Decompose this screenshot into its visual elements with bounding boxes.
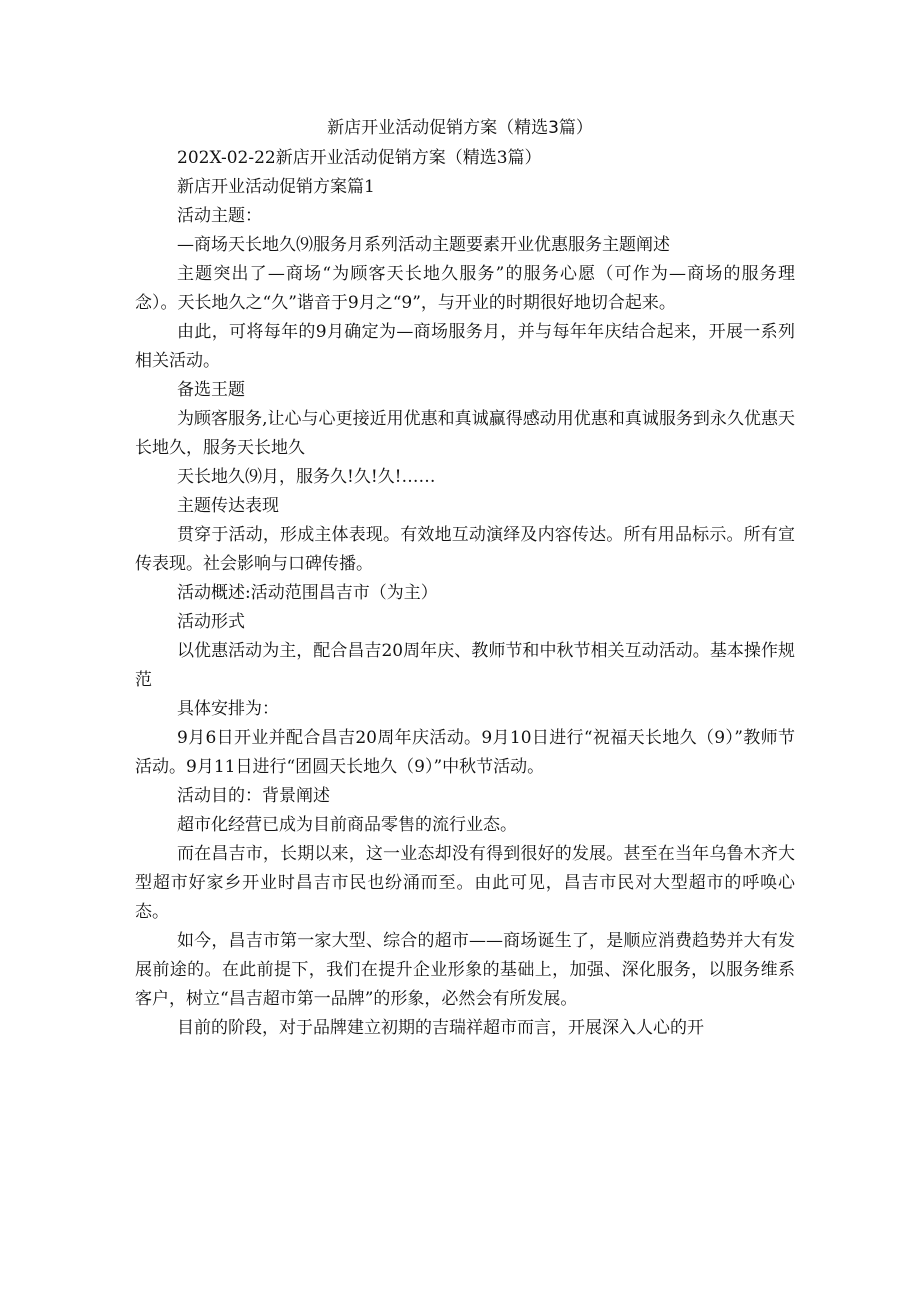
paragraph-slogan: 天长地久⑼月，服务久!久!久!…… <box>177 467 436 487</box>
paragraph-current-stage: 目前的阶段，对于品牌建立初期的吉瑞祥超市而言，开展深入人心的开 <box>177 1018 704 1038</box>
paragraph-purpose-label: 活动目的：背景阐述 <box>177 786 330 806</box>
paragraph-arrangement-label: 具体安排为： <box>177 699 279 719</box>
document-body <box>135 144 795 1043</box>
paragraph-arrangement: 9月6日开业并配合昌吉20周年庆活动。9月10日进行“祝福天长地久（9）”教师节活动。9月11日进行“团圆天长地久（9）”中秋节活动。 <box>135 728 795 777</box>
paragraph-theme-explanation: 主题突出了—商场“为顾客天长地久服务”的服务心愿（可作为—商场的服务理念）。天长地久之“久”谐音于9月之“9”，与开业的时期很好地切合起来。 <box>135 264 795 313</box>
paragraph-theme-line: —商场天长地久⑼服务月系列活动主题要素开业优惠服务主题阐述 <box>177 235 670 255</box>
paragraph-service-month: 由此，可将每年的9月确定为—商场服务月，并与每年年庆结合起来，开展一系列相关活动。 <box>135 322 795 371</box>
paragraph-theme-expression-label: 主题传达表现 <box>177 496 279 516</box>
paragraph-date-line: 202X-02-22新店开业活动促销方案（精选3篇） <box>177 148 542 168</box>
paragraph-activity-overview: 活动概述:活动范围昌吉市（为主） <box>177 583 438 603</box>
paragraph-alternative-theme-label: 备选王题 <box>177 380 245 400</box>
paragraph-theme-expression: 贯穿于活动，形成主体表现。有效地互动演绎及内容传达。所有用品标示。所有宣传表现。社会影响与口碑传播。 <box>135 525 795 574</box>
paragraph-changji-background: 而在昌吉市，长期以来，这一业态却没有得到很好的发展。甚至在当年乌鲁木齐大型超市好家乡开业时昌吉市民也纷涌而至。由此可见，昌吉市民对大型超市的呼唤心态。 <box>135 844 795 922</box>
paragraph-activity-form-label: 活动形式 <box>177 612 245 632</box>
paragraph-activity-form: 以优惠活动为主，配合昌吉20周年庆、教师节和中秋节相关互动活动。基本操作规范 <box>135 641 795 690</box>
paragraph-activity-theme-label: 活动主题： <box>177 206 262 226</box>
paragraph-alternative-themes: 为顾客服务,让心与心更接近用优惠和真诚赢得感动用优惠和真诚服务到永久优惠天长地久，服务天长地久 <box>135 409 795 458</box>
paragraph-retail-trend: 超市化经营已成为目前商品零售的流行业态。 <box>177 815 517 835</box>
document-title: 新店开业活动促销方案（精选3篇） <box>327 118 593 138</box>
paragraph-section-heading: 新店开业活动促销方案篇1 <box>177 177 375 197</box>
paragraph-new-mall: 如今，昌吉市第一家大型、综合的超市——商场诞生了，是顺应消费趋势并大有发展前途的。在此前提下，我们在提升企业形象的基础上，加强、深化服务，以服务维系客户，树立“昌吉超市第一品牌”的形象，必然会有所发展。 <box>135 931 795 1009</box>
